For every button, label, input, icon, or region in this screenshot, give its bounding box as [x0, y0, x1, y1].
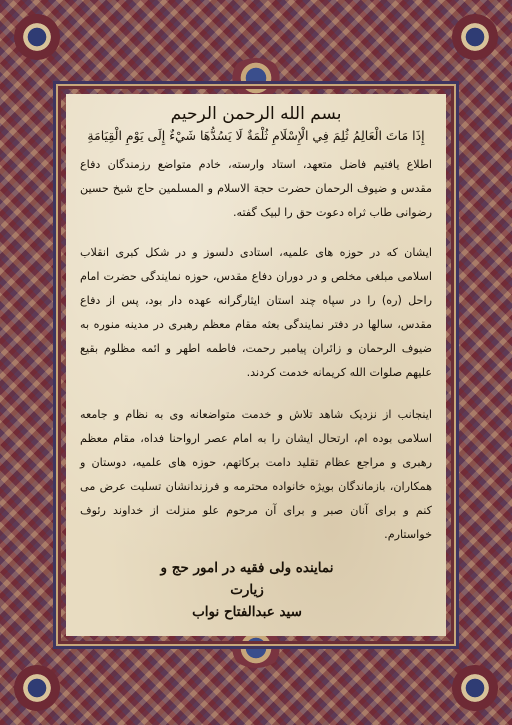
hadith-quote: إِذَا مَاتَ الْعَالِمُ ثُلِمَ فِي الْإِسْلَامِ ثُلْمَةٌ لَا يَسُدُّهَا شَيْءٌ إِلَى يَوْمِ الْقِيَامَةِ	[87, 128, 425, 143]
condolence-letter	[66, 94, 446, 636]
letter-paragraph-3: اینجانب از نزدیک شاهد تلاش و خدمت متواضعانه وی به نظام و جامعه اسلامی بوده ام، ارتحال ایشان را به امام عصر ارواحنا فداه، مقام معظم رهبری و مراجع عظام تقلید دامت برکاتهم، حوزه های علمیه، دوستان و همکاران، بازماندگان بویژه خانواده محترمه و فرزندانشان تسلیت عرض می کنم و برای آنان صبر و برای آن مرحوم علو منزلت از خداوند رئوف خواستارم.	[80, 408, 432, 541]
corner-ornament	[14, 14, 60, 60]
bismillah-heading: بسم الله الرحمن الرحيم	[170, 104, 342, 124]
letter-paragraph-2: ایشان که در حوزه های علمیه، استادی دلسوز و در شکل کبری انقلاب اسلامی مبلغی مخلص و در دوران دفاع مقدس، حوزه نمایندگی حضرت امام راحل (ره) را در سپاه چند استان ایثارگرانه عهده دار بود، پس از دفاع مقدس، سالها در دفتر نمایندگی بعثه مقام معظم رهبری در مدینه منوره به ضیوف الرحمان و زائران پیامبر رحمت، فاطمه اطهر و ائمه مظلوم بقیع علیهم صلوات الله کریمانه خدمت کردند.	[80, 246, 432, 379]
corner-ornament	[452, 665, 498, 711]
letter-paragraph-1: اطلاع یافتیم فاضل متعهد، استاد وارسته، خادم متواضع رزمندگان دفاع مقدس و ضیوف الرحمان حضرت حجة الاسلام و المسلمین حاج شیخ حسین رضوانی طاب ثراه دعوت حق را لبیک گفته.	[80, 158, 432, 219]
signature-name: سید عبدالفتاح نواب	[192, 604, 302, 620]
corner-ornament	[14, 665, 60, 711]
corner-ornament	[452, 14, 498, 60]
signature-title: نماینده ولی فقیه در امور حج و زیارت	[160, 560, 334, 598]
signature-block	[152, 557, 342, 623]
